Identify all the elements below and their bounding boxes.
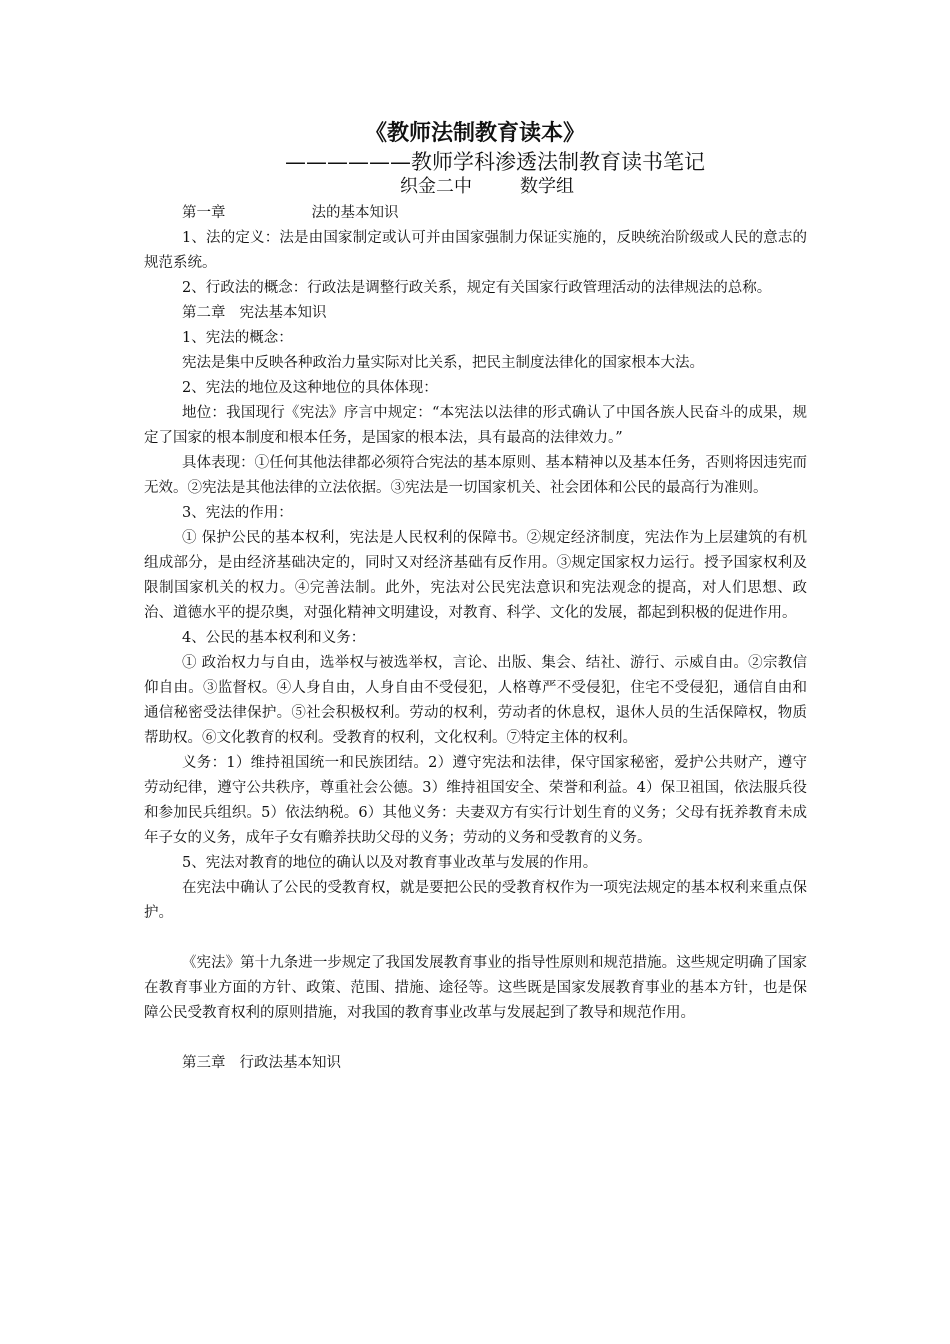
blank-line	[144, 926, 807, 951]
document-subtitle: ——————教师学科渗透法制教育读书笔记	[285, 150, 705, 174]
paragraph: 《宪法》第十九条进一步规定了我国发展教育事业的指导性原则和规范措施。这些规定明确了国家在教育事业方面的方针、政策、范围、措施、途径等。这些既是国家发展教育事业的基本方针，也是保障公民受教育权利的原则措施，对我国的教育事业改革与发展起到了教导和规范作用。	[144, 955, 807, 1021]
chapter-label: 第三章	[182, 1055, 226, 1071]
paragraph: 1、法的定义：法是由国家制定或认可并由国家强制力保证实施的，反映统治阶级或人民的意志的规范系统。	[144, 230, 807, 271]
paragraph: 义务：1）维持祖国统一和民族团结。2）遵守宪法和法律，保守国家秘密，爱护公共财产，遵守劳动纪律，遵守公共秩序，尊重社会公德。3）维持祖国安全、荣誉和利益。4）保卫祖国，依法服兵役和参加民兵组织。5）依法纳税。6）其他义务：夫妻双方有实行计划生育的义务；父母有抚养教育未成年子女的义务，成年子女有赡养扶助父母的义务；劳动的义务和受教育的义务。	[144, 755, 807, 846]
paragraph: 2、行政法的概念：行政法是调整行政关系，规定有关国家行政管理活动的法律规法的总称。	[182, 280, 772, 296]
paragraph: 地位：我国现行《宪法》序言中规定：“本宪法以法律的形式确认了中国各族人民奋斗的成果，规定了国家的根本制度和根本任务，是国家的根本法，具有最高的法律效力。”	[144, 405, 807, 446]
chapter-3-heading	[144, 1051, 807, 1076]
section-heading: 4、公民的基本权利和义务：	[182, 630, 366, 646]
document-body	[144, 201, 807, 1076]
chapter-title: 法的基本知识	[311, 205, 399, 221]
author-line	[400, 175, 574, 199]
paragraph: 在宪法中确认了公民的受教育权，就是要把公民的受教育权作为一项宪法规定的基本权利来重点保护。	[144, 880, 807, 921]
paragraph: 宪法是集中反映各种政治力量实际对比关系，把民主制度法律化的国家根本大法。	[182, 355, 704, 371]
chapter-1-heading	[144, 201, 807, 226]
chapter-2-heading	[144, 301, 807, 326]
paragraph: ① 保护公民的基本权利，宪法是人民权利的保障书。②规定经济制度，宪法作为上层建筑的有机组成部分，是由经济基础决定的，同时又对经济基础有反作用。③规定国家权力运行。授予国家权利及限制国家机关的权力。④完善法制。此外，宪法对公民宪法意识和宪法观念的提高，对人们思想、政治、道德水平的提尕奥，对强化精神文明建设，对教育、科学、文化的发展，都起到积极的促进作用。	[144, 530, 807, 621]
chapter-title: 行政法基本知识	[239, 1055, 341, 1071]
section-heading: 2、宪法的地位及这种地位的具体体现：	[182, 380, 438, 396]
section-heading: 3、宪法的作用：	[182, 505, 293, 521]
school-name: 织金二中	[400, 176, 472, 197]
blank-line	[144, 1026, 807, 1051]
group-name: 数学组	[520, 176, 574, 197]
section-heading: 5、宪法对教育的地位的确认以及对教育事业改革与发展的作用。	[182, 855, 598, 871]
chapter-label: 第二章	[182, 305, 226, 321]
section-heading: 1、宪法的概念：	[182, 330, 293, 346]
document-title: 《教师法制教育读本》	[364, 121, 585, 146]
paragraph: 具体表现：①任何其他法律都必须符合宪法的基本原则、基本精神以及基本任务，否则将因违宪而无效。②宪法是其他法律的立法依据。③宪法是一切国家机关、社会团体和公民的最高行为准则。	[144, 455, 807, 496]
chapter-title: 宪法基本知识	[239, 305, 327, 321]
chapter-label: 第一章	[182, 205, 226, 221]
paragraph: ① 政治权力与自由，选举权与被选举权，言论、出版、集会、结社、游行、示威自由。②宗教信仰自由。③监督权。④人身自由，人身自由不受侵犯，人格尊严不受侵犯，住宅不受侵犯，通信自由和通信秘密受法律保护。⑤社会积极权利。劳动的权利，劳动者的休息权，退休人员的生活保障权，物质帮助权。⑥文化教育的权利。受教育的权利，文化权利。⑦特定主体的权利。	[144, 655, 807, 746]
